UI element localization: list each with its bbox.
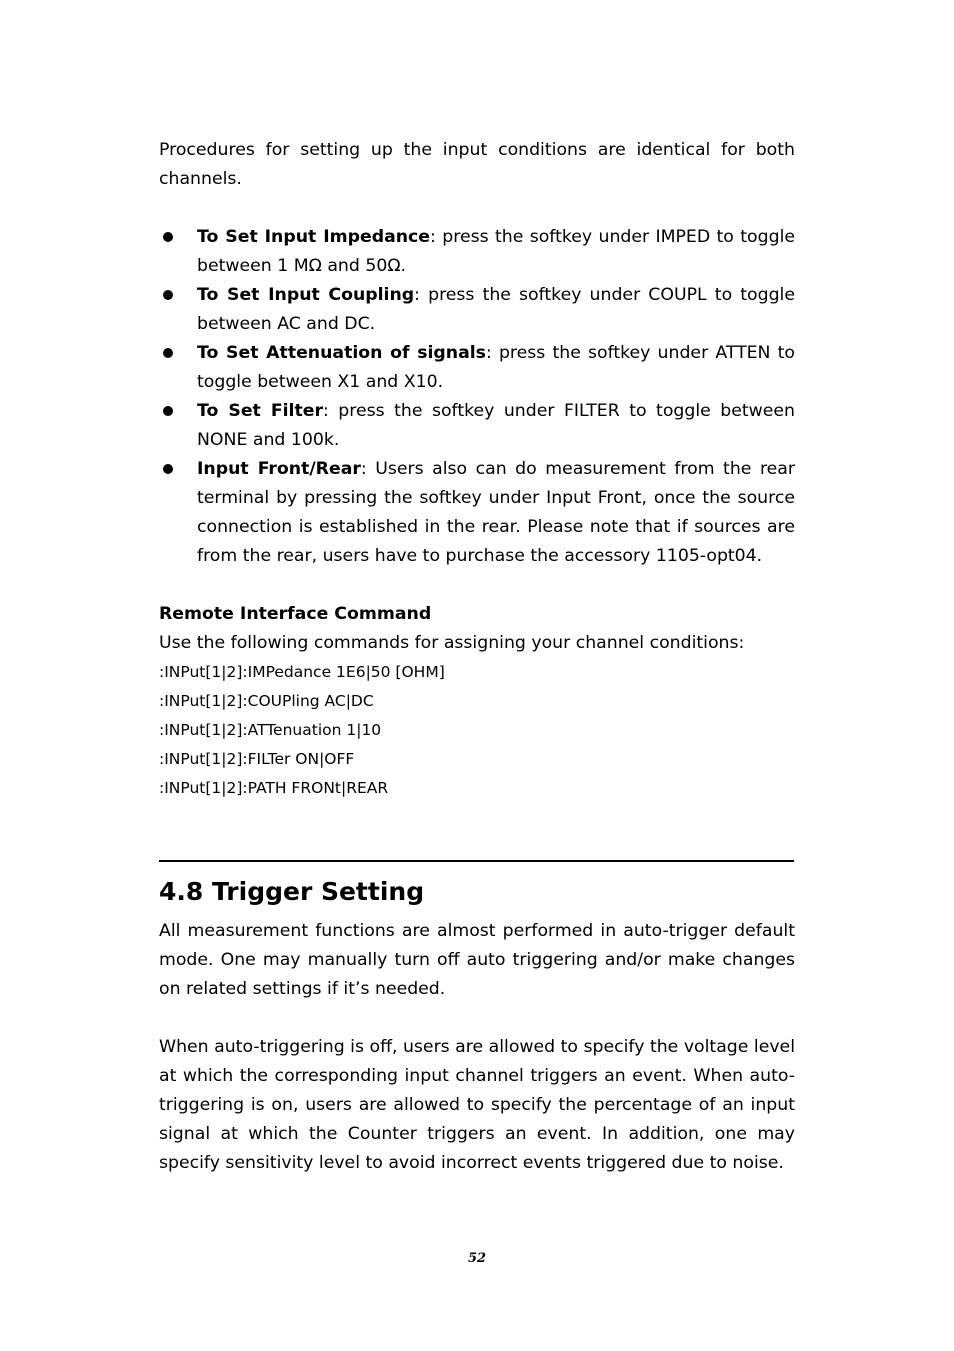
section-paragraph: When auto-triggering is off, users are allowed to specify the voltage level at which the corresponding input channel triggers an event. When auto-triggering is on, users are allowed to specify the percentage of an input signal at which the Counter triggers an event. In addition, one may specify sensitivity level to avoid incorrect events triggered due to noise. (159, 1037, 795, 1173)
bullet-icon (163, 348, 173, 358)
bullet-text: : press the softkey under ATTEN to toggle between X1 and X10. (197, 343, 795, 392)
bullet-title: To Set Input Coupling (197, 285, 415, 305)
bullet-title: Input Front/Rear (197, 459, 361, 479)
section-title: 4.8 Trigger Setting (159, 877, 425, 906)
intro-paragraph: Procedures for setting up the input conditions are identical for both channels. (159, 140, 795, 189)
bullet-title: To Set Input Impedance (197, 227, 431, 247)
page-number: 52 (467, 1251, 487, 1266)
list-item (159, 281, 795, 339)
input-settings-list (159, 223, 795, 571)
remote-intro: Use the following commands for assigning your channel conditions: (159, 633, 745, 653)
list-item (159, 455, 795, 571)
section-divider (159, 860, 794, 862)
section-paragraph: All measurement functions are almost performed in auto-trigger default mode. One may manually turn off auto triggering and/or make changes on related settings if it’s needed. (159, 921, 795, 999)
command-line: :INPut[1|2]:COUPling AC|DC (159, 692, 374, 710)
bullet-title: To Set Attenuation of signals (197, 343, 486, 363)
list-item (159, 339, 795, 397)
bullet-icon (163, 232, 173, 242)
command-line: :INPut[1|2]:IMPedance 1E6|50 [OHM] (159, 663, 445, 681)
remote-heading: Remote Interface Command (159, 604, 432, 624)
page-content (159, 136, 795, 1178)
bullet-title: To Set Filter (197, 401, 323, 421)
bullet-text: : Users also can do measurement from the rear terminal by pressing the softkey under Input Front, once the source connection is established in the rear. Please note that if sources are from the rear, users have to purchase the accessory 1105-opt04. (197, 459, 795, 566)
list-item (159, 223, 795, 281)
command-line: :INPut[1|2]:ATTenuation 1|10 (159, 721, 382, 739)
bullet-text: : press the softkey under IMPED to toggle between 1 MΩ and 50Ω. (197, 227, 795, 276)
bullet-icon (163, 406, 173, 416)
bullet-text: : press the softkey under COUPL to toggle between AC and DC. (197, 285, 795, 334)
list-item (159, 397, 795, 455)
bullet-icon (163, 464, 173, 474)
bullet-icon (163, 290, 173, 300)
command-line: :INPut[1|2]:FILTer ON|OFF (159, 750, 355, 768)
bullet-text: : press the softkey under FILTER to toggle between NONE and 100k. (197, 401, 795, 450)
command-line: :INPut[1|2]:PATH FRONt|REAR (159, 779, 389, 797)
